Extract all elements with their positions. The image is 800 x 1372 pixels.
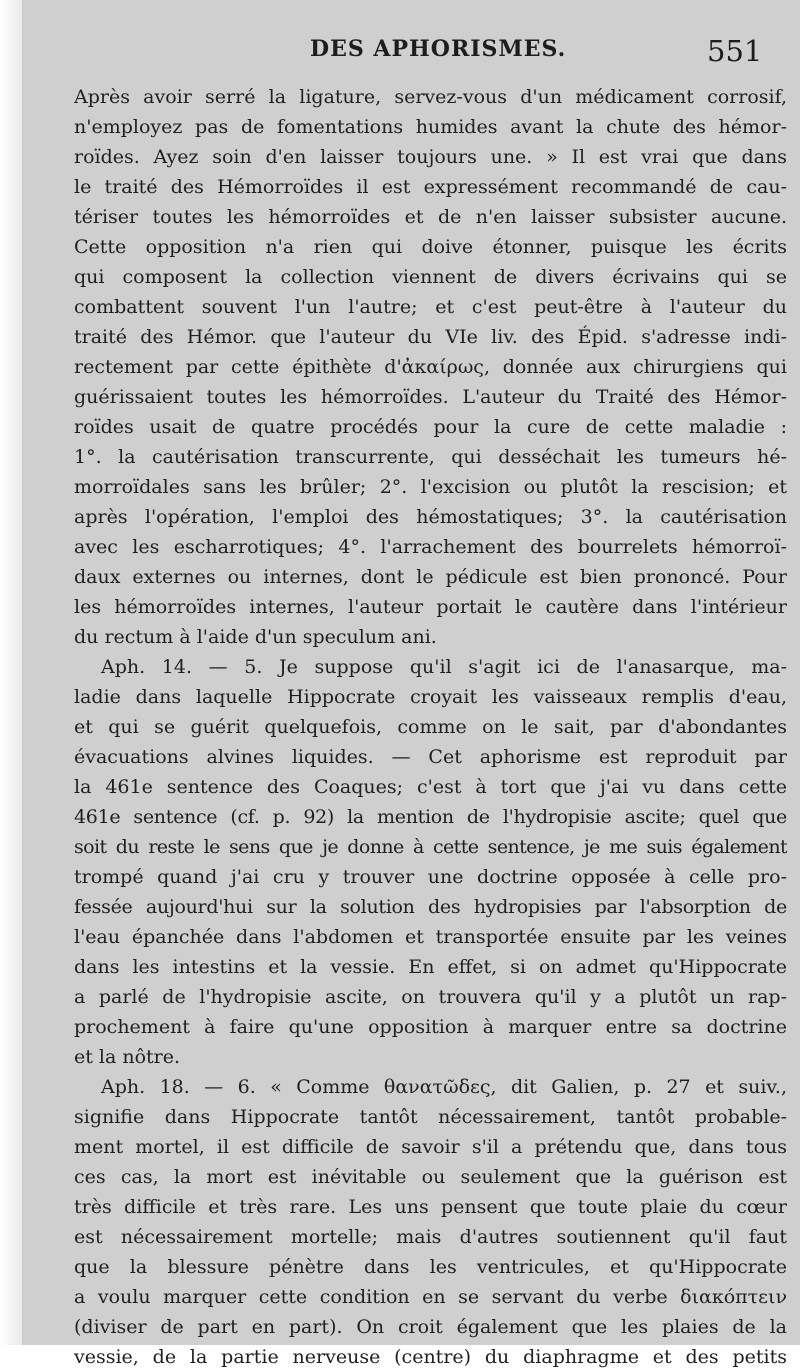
text-line: très difficile et très rare. Les uns pensent que toute plaie du cœur [74, 1196, 787, 1218]
text-line: Cette opposition n'a rien qui doive étonner, puisque les écrits [74, 236, 787, 258]
text-line: fessée aujourd'hui sur la solution des hydropisies par l'absorption de [74, 896, 787, 918]
text-line: évacuations alvines liquides. — Cet aphorisme est reproduit par [74, 746, 787, 768]
running-title: DES APHORISMES. [310, 36, 567, 62]
text-line: guérissaient toutes les hémorroïdes. L'auteur du Traité des Hémor- [74, 386, 787, 408]
text-line: que la blessure pénètre dans les ventricules, et qu'Hippocrate [74, 1256, 787, 1278]
text-line: traité des Hémor. que l'auteur du VIe liv. des Épid. s'adresse indi- [74, 326, 787, 348]
text-line: morroïdales sans les brûler; 2°. l'excision ou plutôt la rescision; et [74, 476, 787, 498]
text-line: vessie, de la partie nerveuse (centre) du diaphragme et des petits [74, 1346, 787, 1368]
text-line: trompé quand j'ai cru y trouver une doctrine opposée à celle pro- [74, 866, 787, 888]
text-line: 1°. la cautérisation transcurrente, qui desséchait les tumeurs hé- [74, 446, 787, 468]
text-line: qui composent la collection viennent de divers écrivains qui se [74, 266, 787, 288]
book-page [22, 0, 800, 1368]
text-line: dans les intestins et la vessie. En effet, si on admet qu'Hippocrate [74, 956, 787, 978]
page-gutter [0, 0, 22, 1345]
text-line: l'eau épanchée dans l'abdomen et transportée ensuite par les veines [74, 926, 787, 948]
text-line: roïdes usait de quatre procédés pour la cure de cette maladie : [74, 416, 787, 438]
text-line: a voulu marquer cette condition en se servant du verbe διακόπτειν [74, 1286, 787, 1308]
text-line: (diviser de part en part). On croit également que les plaies de la [74, 1316, 787, 1338]
text-line: les hémorroïdes internes, l'auteur portait le cautère dans l'intérieur [74, 596, 787, 618]
text-line: Aph. 14. — 5. Je suppose qu'il s'agit ici de l'anasarque, ma- [101, 656, 787, 678]
text-line: ces cas, la mort est inévitable ou seulement que la guérison est [74, 1166, 787, 1188]
text-line: et qui se guérit quelquefois, comme on le sait, par d'abondantes [74, 716, 787, 738]
text-line: et la nôtre. [74, 1046, 181, 1068]
text-line: Après avoir serré la ligature, servez-vous d'un médicament corrosif, [74, 86, 787, 108]
body-text [74, 82, 787, 1372]
text-line: rectement par cette épithète d'ἀκαίρως, donnée aux chirurgiens qui [74, 356, 787, 378]
text-line: Aph. 18. — 6. « Comme θανατῶδες, dit Galien, p. 27 et suiv., [101, 1076, 787, 1098]
page-number: 551 [707, 34, 763, 68]
text-line: 461e sentence (cf. p. 92) la mention de l'hydropisie ascite; quel que [74, 806, 787, 828]
text-line: tériser toutes les hémorroïdes et de n'en laisser subsister aucune. [74, 206, 787, 228]
text-line: roïdes. Ayez soin d'en laisser toujours une. » Il est vrai que dans [74, 146, 787, 168]
page-header [22, 34, 800, 74]
text-line: du rectum à l'aide d'un speculum ani. [74, 626, 437, 648]
text-line: ment mortel, il est difficile de savoir s'il a prétendu que, dans tous [74, 1136, 787, 1158]
text-line: combattent souvent l'un l'autre; et c'est peut-être à l'auteur du [74, 296, 787, 318]
text-line: prochement à faire qu'une opposition à marquer entre sa doctrine [74, 1016, 787, 1038]
text-line: daux externes ou internes, dont le pédicule est bien prononcé. Pour [74, 566, 787, 588]
text-line: soit du reste le sens que je donne à cette sentence, je me suis également [74, 836, 787, 858]
text-line: a parlé de l'hydropisie ascite, on trouvera qu'il y a plutôt un rap- [74, 986, 787, 1008]
text-line: la 461e sentence des Coaques; c'est à tort que j'ai vu dans cette [74, 776, 787, 798]
text-line: est nécessairement mortelle; mais d'autres soutiennent qu'il faut [74, 1226, 787, 1248]
text-line: après l'opération, l'emploi des hémostatiques; 3°. la cautérisation [74, 506, 787, 528]
text-line: signifie dans Hippocrate tantôt nécessairement, tantôt probable- [74, 1106, 787, 1128]
text-line: ladie dans laquelle Hippocrate croyait les vaisseaux remplis d'eau, [74, 686, 787, 708]
text-line: n'employez pas de fomentations humides avant la chute des hémor- [74, 116, 787, 138]
text-line: le traité des Hémorroïdes il est expressément recommandé de cau- [74, 176, 787, 198]
text-line: avec les escharrotiques; 4°. l'arrachement des bourrelets hémorroï- [74, 536, 787, 558]
